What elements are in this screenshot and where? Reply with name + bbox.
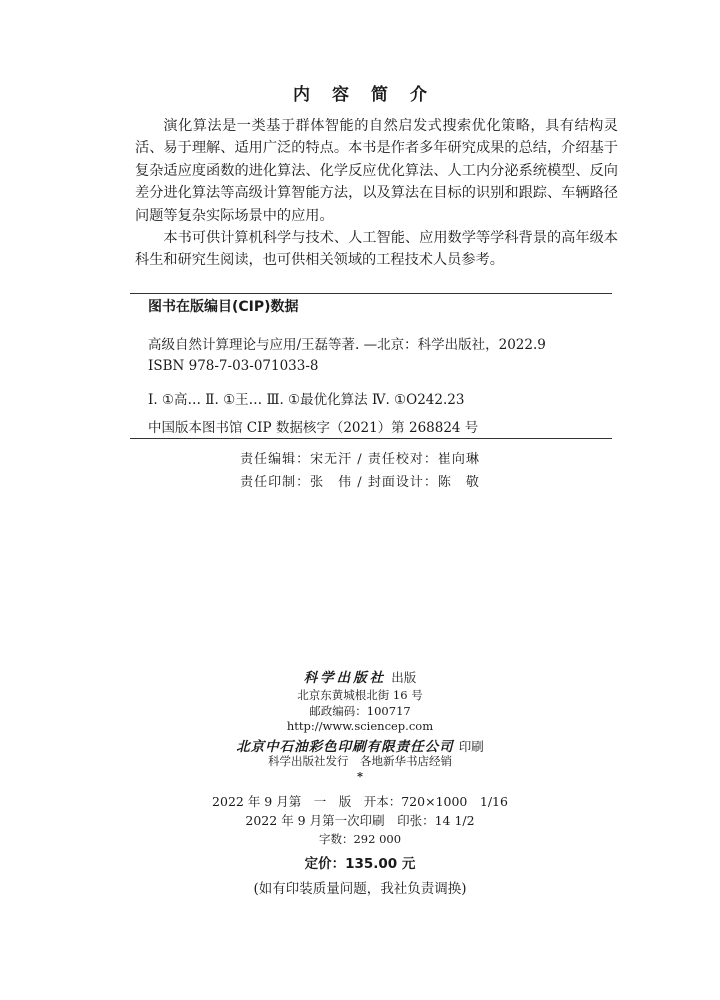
printer-suffix: 印刷 [458,739,484,754]
printing-line: 2022 年 9 月第一次印刷 印张：14 1/2 [245,813,475,828]
publisher-suffix: 出版 [391,670,417,685]
responsibility-line-2: 责任印制：张 伟 / 封面设计：陈 敬 [240,475,480,490]
cip-classification: Ⅰ. ①高… Ⅱ. ①王… Ⅲ. ①最优化算法 Ⅳ. ①O242.23 [148,392,465,408]
publisher-line [0,666,720,686]
price-line: 定价：135.00 元 [304,856,416,872]
cip-heading: 图书在版编目(CIP)数据 [148,299,299,315]
publisher-name: 科学出版社 [303,670,387,686]
printer-line [0,735,720,755]
separator-star: * [356,769,363,783]
publisher-address: 北京东黄城根北街 16 号 [297,688,423,702]
quality-note: (如有印装质量问题，我社负责调换) [253,881,467,897]
cip-isbn: ISBN 978-7-03-071033-8 [148,358,319,374]
wordcount-line: 字数：292 000 [318,832,402,846]
publisher-postcode: 邮政编码：100717 [309,704,411,718]
cip-record: 中国版本图书馆 CIP 数据核字（2021）第 268824 号 [148,420,479,436]
responsibility-line-1: 责任编辑：宋无汗 / 责任校对：崔向琳 [240,452,480,467]
intro-paragraph-2: 本书可供计算机科学与技术、人工智能、应用数学等学科背景的高年级本科生和研究生阅读，也可供相关领域的工程技术人员参考。 [135,230,618,269]
intro-body [135,115,618,272]
publisher-website: http://www.sciencep.com [286,719,434,733]
printer-name: 北京中石油彩色印刷有限责任公司 [236,739,454,755]
cip-top-rule [130,293,612,294]
cip-title-line: 高级自然计算理论与应用/王磊等著. —北京：科学出版社，2022.9 [148,337,546,353]
intro-title: 内容简介 [293,85,449,105]
distribution-line: 科学出版社发行 各地新华书店经销 [268,754,452,768]
cip-bottom-rule [130,438,612,439]
intro-paragraph-1: 演化算法是一类基于群体智能的自然启发式搜索优化策略，具有结构灵活、易于理解、适用广泛的特点。本书是作者多年研究成果的总结，介绍基于复杂适应度函数的进化算法、化学反应优化算法、人工内分泌系统模型、反向差分进化算法等高级计算智能方法，以及算法在目标的识别和跟踪、车辆路径问题等复杂实际场景中的应用。 [135,118,618,224]
edition-line: 2022 年 9 月第 一 版 开本：720×1000 1/16 [212,794,508,809]
